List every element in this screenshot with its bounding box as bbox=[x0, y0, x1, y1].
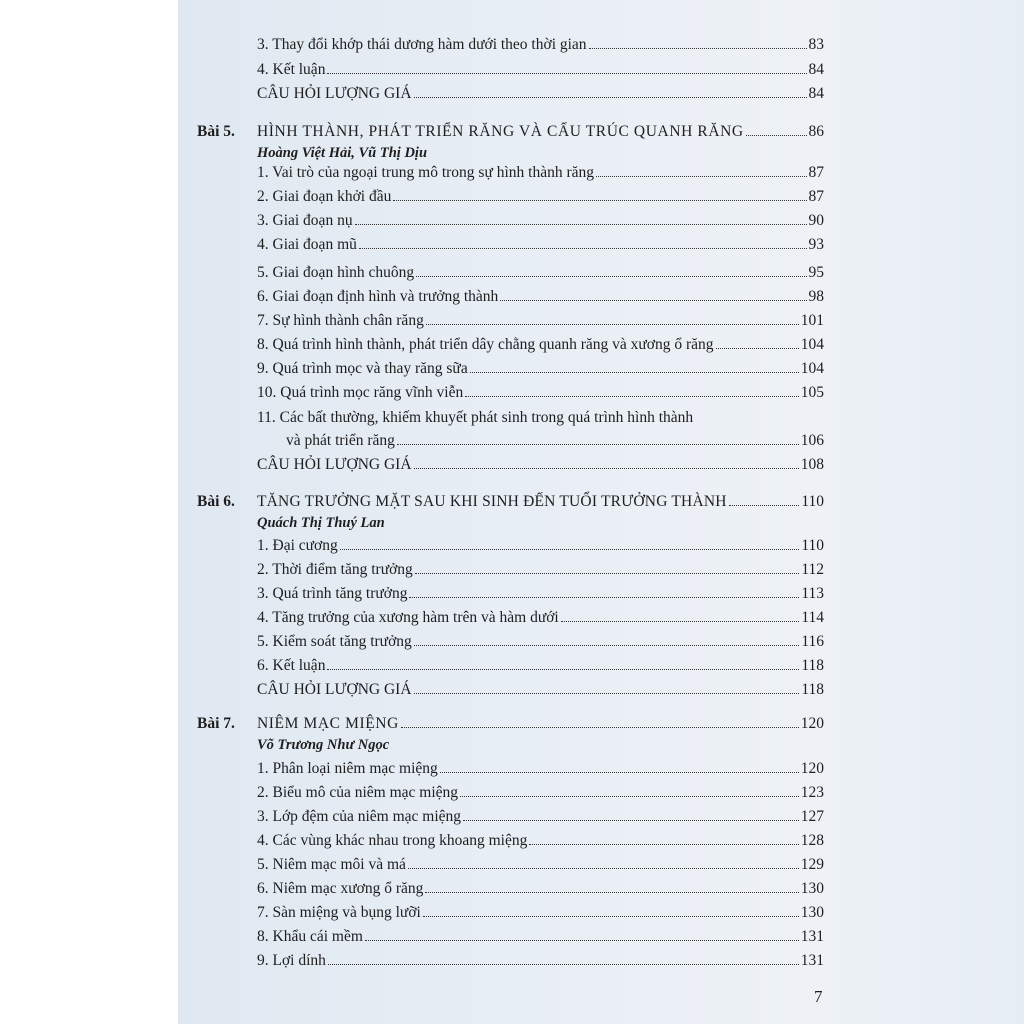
chapter-author: Quách Thị Thuý Lan bbox=[257, 515, 385, 531]
toc-entry: 6. Kết luận 118 bbox=[257, 657, 824, 674]
toc-entry: 4. Kết luận 84 bbox=[257, 61, 824, 78]
toc-entry: và phát triển răng 106 bbox=[286, 432, 824, 449]
toc-entry: CÂU HỎI LƯỢNG GIÁ 84 bbox=[257, 85, 824, 102]
toc-entry: 6. Niêm mạc xương ổ răng 130 bbox=[257, 880, 824, 897]
chapter-number: Bài 7. bbox=[197, 715, 235, 732]
toc-entry: 8. Khẩu cái mềm 131 bbox=[257, 928, 824, 945]
chapter-title: NIÊM MẠC MIỆNG 120 bbox=[257, 715, 824, 732]
toc-entry: CÂU HỎI LƯỢNG GIÁ 108 bbox=[257, 456, 824, 473]
toc-entry: 2. Biểu mô của niêm mạc miệng 123 bbox=[257, 784, 824, 801]
toc-entry: 5. Niêm mạc môi và má 129 bbox=[257, 856, 824, 873]
toc-entry: 8. Quá trình hình thành, phát triển dây chằng quanh răng và xương ổ răng 104 bbox=[257, 336, 824, 353]
toc-entry: 2. Thời điểm tăng trưởng 112 bbox=[257, 561, 824, 578]
chapter-title: TĂNG TRƯỞNG MẶT SAU KHI SINH ĐẾN TUỔI TRƯỞNG THÀNH 110 bbox=[257, 493, 824, 510]
toc-entry: 4. Các vùng khác nhau trong khoang miệng 128 bbox=[257, 832, 824, 849]
toc-entry: 3. Giai đoạn nụ 90 bbox=[257, 212, 824, 229]
chapter-author: Võ Trương Như Ngọc bbox=[257, 737, 390, 753]
toc-entry: 4. Giai đoạn mũ 93 bbox=[257, 236, 824, 253]
toc-entry: 2. Giai đoạn khởi đầu 87 bbox=[257, 188, 824, 205]
toc-entry: 3. Thay đổi khớp thái dương hàm dưới theo thời gian 83 bbox=[257, 36, 824, 53]
toc-entry: 1. Vai trò của ngoại trung mô trong sự hình thành răng 87 bbox=[257, 164, 824, 181]
toc-entry: 9. Quá trình mọc và thay răng sữa 104 bbox=[257, 360, 824, 377]
toc-entry: 9. Lợi dính 131 bbox=[257, 952, 824, 969]
chapter-author: Hoàng Việt Hải, Vũ Thị Dịu bbox=[257, 145, 428, 161]
toc-entry: 5. Giai đoạn hình chuông 95 bbox=[257, 264, 824, 281]
toc-entry: 1. Phân loại niêm mạc miệng 120 bbox=[257, 760, 824, 777]
toc-entry: 10. Quá trình mọc răng vĩnh viễn 105 bbox=[257, 384, 824, 401]
toc-entry: 1. Đại cương 110 bbox=[257, 537, 824, 554]
page-number: 7 bbox=[814, 987, 823, 1006]
toc-entry-first-line: 11. Các bất thường, khiếm khuyết phát sinh trong quá trình hình thành bbox=[257, 409, 694, 426]
toc-entry: CÂU HỎI LƯỢNG GIÁ 118 bbox=[257, 681, 824, 698]
chapter-number: Bài 6. bbox=[197, 493, 235, 510]
chapter-title: HÌNH THÀNH, PHÁT TRIỂN RĂNG VÀ CẤU TRÚC QUANH RĂNG 86 bbox=[257, 123, 824, 140]
toc-entry: 5. Kiểm soát tăng trưởng 116 bbox=[257, 633, 824, 650]
toc-entry: 7. Sàn miệng và bụng lưỡi 130 bbox=[257, 904, 824, 921]
chapter-number: Bài 5. bbox=[197, 123, 235, 140]
toc-entry: 3. Quá trình tăng trưởng 113 bbox=[257, 585, 824, 602]
toc-entry: 6. Giai đoạn định hình và trưởng thành 98 bbox=[257, 288, 824, 305]
toc-entry: 3. Lớp đệm của niêm mạc miệng 127 bbox=[257, 808, 824, 825]
toc-entry: 7. Sự hình thành chân răng 101 bbox=[257, 312, 824, 329]
toc-entry: 4. Tăng trưởng của xương hàm trên và hàm dưới 114 bbox=[257, 609, 824, 626]
